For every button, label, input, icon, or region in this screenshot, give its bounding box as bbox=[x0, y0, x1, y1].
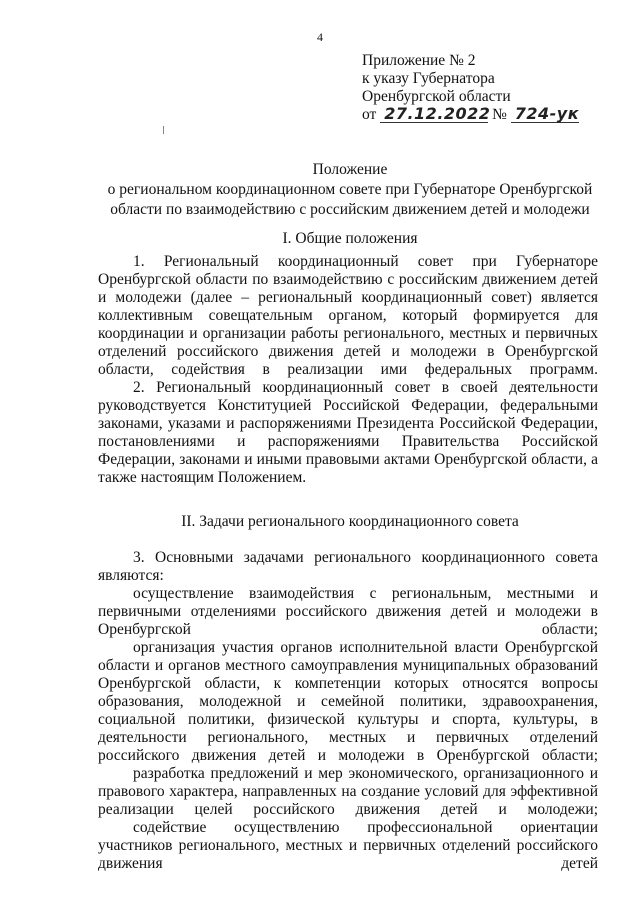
paragraph-7: содействие осуществлению профессиональной ориентации участников регионального, местных и первичных отделений российского движения детей bbox=[98, 819, 598, 872]
page-number: 4 bbox=[317, 30, 323, 44]
paragraph-4: осуществление взаимодействия с региональным, местными и первичными отделениями российского движения детей и молодежи в Оренбургской области; bbox=[98, 585, 598, 638]
paragraph-1: 1. Региональный координационный совет при Губернаторе Оренбургской области по взаимодействию с российским движением детей и молодежи (далее – региональный координационный совет) является коллективным совещательным органом, который формируется для координации и организации работы регионального, местных и первичных отделений российского движения детей и молодежи в Оренбургской области, содействия в реализации ими федеральных программ. bbox=[98, 253, 598, 378]
handwritten-date: 27.12.2022 bbox=[380, 106, 488, 123]
annex-block bbox=[362, 52, 579, 124]
annex-line-1: Приложение № 2 bbox=[362, 52, 476, 69]
annex-line-2: к указу Губернатора bbox=[362, 70, 495, 87]
annex-date-line bbox=[362, 106, 579, 124]
margin-mark bbox=[163, 126, 164, 134]
paragraph-2: 2. Региональный координационный совет в своей деятельности руководствуется Конституцией Российской Федерации, федеральными законами, указами и распоряжениями Президента Российской Федерации, постановлениями и распоряжениями Правительства Российской Федерации, законами и иными правовыми актами Оренбургской области, а также настоящим Положением. bbox=[98, 379, 598, 486]
paragraph-5: организация участия органов исполнительной власти Оренбургской области и органов местного самоуправления муниципальных образований Оренбургской области, к компетенции которых относятся вопросы образования, молодежной и семейной политики, здравоохранения, социальной политики, физической культуры и спорта, культуры, в деятельности регионального, местных и первичных отделений российского движения детей и молодежи в Оренбургской области; bbox=[98, 639, 598, 764]
title-line-1: Положение bbox=[312, 161, 388, 178]
annex-line-3: Оренбургской области bbox=[362, 88, 511, 105]
section-2-heading: II. Задачи регионального координационного совета bbox=[181, 513, 519, 530]
paragraph-6: разработка предложений и мер экономического, организационного и правового характера, направленных на создание условий для эффективной реализации целей российского движения детей и молодежи; bbox=[98, 765, 598, 818]
title-line-2: о региональном координационном совете при Губернаторе Оренбургской bbox=[107, 181, 593, 198]
annex-number-label: № bbox=[492, 106, 507, 123]
document-title bbox=[100, 160, 600, 220]
title-line-3: области по взаимодействию с российским движением детей и молодежи bbox=[110, 201, 590, 218]
handwritten-number: 724-ук bbox=[511, 106, 579, 123]
annex-from-label: от bbox=[362, 106, 377, 123]
section-1-heading: I. Общие положения bbox=[282, 230, 418, 247]
paragraph-3: 3. Основными задачами регионального координационного совета являются: bbox=[98, 549, 598, 584]
